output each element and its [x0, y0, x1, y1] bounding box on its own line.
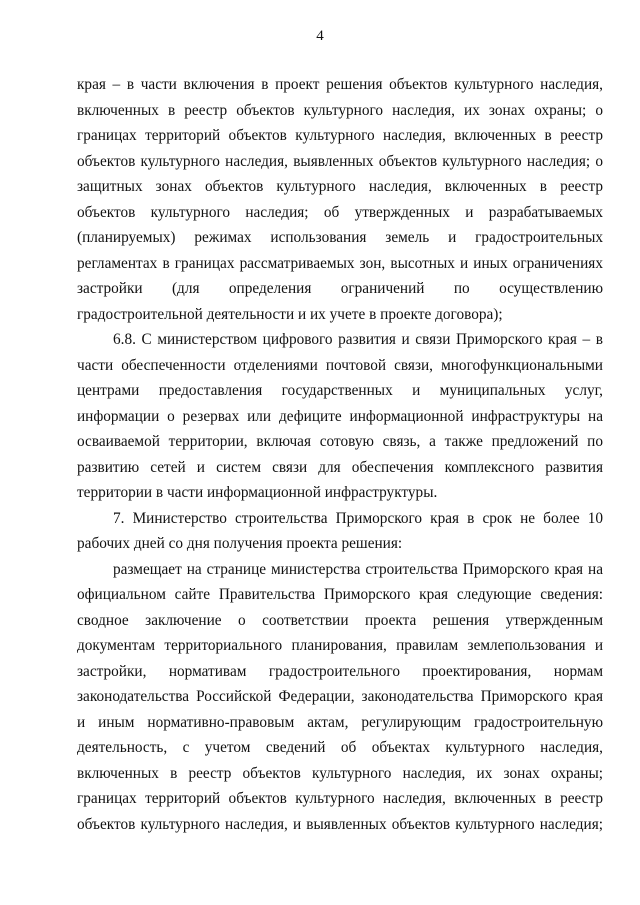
text-line: развитию сетей и систем связи для обеспечения комплексного развития — [77, 458, 603, 476]
text-line: защитных зонах объектов культурного наследия, включенных в реестр — [77, 178, 603, 195]
text-line: края – в части включения в проект решения объектов культурного наследия, — [77, 76, 603, 93]
text-line: градостроительной деятельности и их учете в проекте договора); — [77, 305, 503, 323]
text-line: регламентах в границах рассматриваемых зон, высотных и иных ограничениях — [77, 254, 603, 272]
text-line: деятельность, с учетом сведений об объектах культурного наследия, — [77, 739, 603, 756]
text-line: 6.8. С министерством цифрового развития и связи Приморского края – в — [113, 331, 603, 348]
text-line: (планируемых) режимах использования земель и градостроительных — [77, 229, 603, 246]
text-line: объектов культурного наследия, и выявленных объектов культурного наследия; — [77, 815, 603, 833]
text-line: части обеспеченности отделениями почтовой связи, многофункциональными — [77, 356, 603, 374]
text-line: размещает на странице министерства строительства Приморского края на — [113, 560, 603, 578]
text-line: границах территорий объектов культурного наследия, включенных в реестр — [77, 790, 603, 807]
text-line: и иным нормативно-правовым актам, регулирующим градостроительную — [77, 713, 603, 731]
text-line: объектов культурного наследия; об утвержденных и разрабатываемых — [77, 203, 603, 221]
text-line: информации о резервах или дефиците информационной инфраструктуры на — [77, 407, 603, 425]
text-line: объектов культурного наследия, выявленных объектов культурного наследия; о — [77, 152, 603, 170]
text-line: сводное заключение о соответствии проекта решения утвержденным — [77, 611, 603, 629]
text-line: застройки (для определения ограничений по осуществлению — [77, 280, 603, 297]
text-line: рабочих дней со дня получения проекта решения: — [77, 535, 403, 552]
text-line: центрами предоставления государственных и муниципальных услуг, — [77, 382, 603, 399]
text-line: границах территорий объектов культурного наследия, включенных в реестр — [77, 127, 603, 144]
text-line: 7. Министерство строительства Приморского края в срок не более 10 — [113, 509, 603, 527]
page-number: 4 — [316, 28, 324, 44]
text-line: осваиваемой территории, включая сотовую связь, а также предложений по — [77, 433, 603, 450]
text-line: включенных в реестр объектов культурного наследия, их зонах охраны; — [77, 764, 603, 782]
text-line: официальном сайте Правительства Приморского края следующие сведения: — [77, 586, 603, 603]
text-line: включенных в реестр объектов культурного наследия, их зонах охраны; о — [77, 101, 603, 119]
text-line: законодательства Российской Федерации, законодательства Приморского края — [77, 688, 603, 705]
text-line: застройки, нормативам градостроительного проектирования, нормам — [77, 662, 603, 680]
text-line: территории в части информационной инфраструктуры. — [77, 484, 438, 501]
document-body — [77, 72, 603, 837]
text-line: документам территориального планирования, правилам землепользования и — [77, 637, 603, 654]
